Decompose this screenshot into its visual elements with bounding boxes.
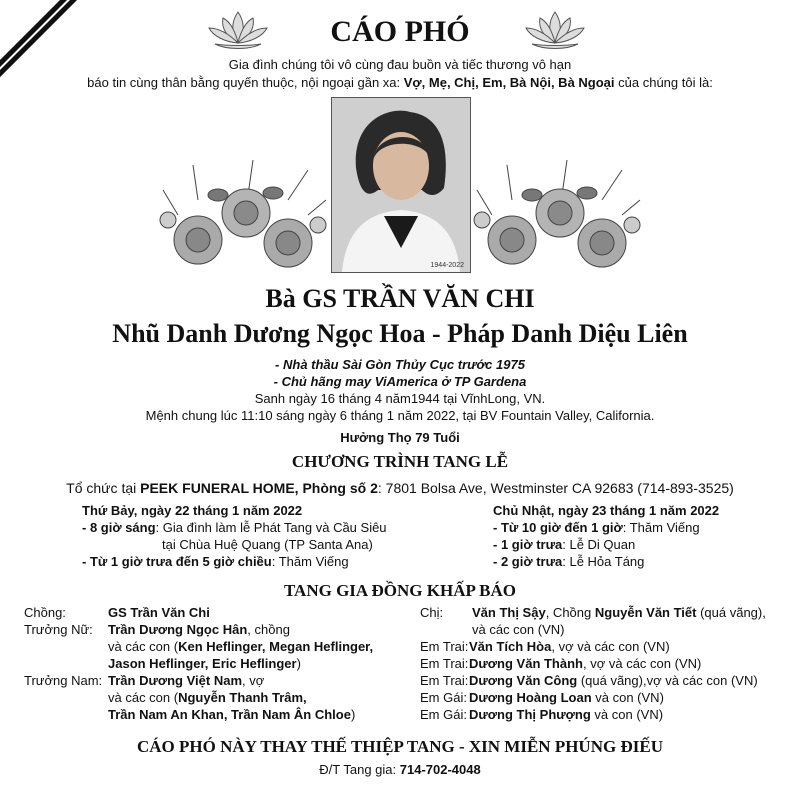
flowers-left-icon xyxy=(158,155,328,270)
program-heading: CHƯƠNG TRÌNH TANG LỄ xyxy=(291,452,509,471)
photo-caption: 1944-2022 xyxy=(430,262,464,269)
family-member: Dương Văn Công (quá vãng),vợ và các con (VN) xyxy=(469,673,758,688)
family-role: Chồng: xyxy=(24,605,66,620)
family-member: Văn Thị Sậy, Chồng Nguyễn Văn Tiết (quá vãng), xyxy=(472,605,766,620)
family-member: Trần Dương Ngọc Hân, chồng xyxy=(108,622,290,637)
family-member: và các con (Ken Heflinger, Megan Heflinger, xyxy=(108,639,374,654)
portrait-photo xyxy=(331,97,471,273)
family-member: GS Trần Văn Chi xyxy=(108,605,210,620)
contact-info: Đ/T Tang gia: 714-702-4048 xyxy=(319,762,481,777)
family-member: Văn Tích Hòa, vợ và các con (VN) xyxy=(469,639,670,654)
day2-item: - 2 giờ trưa: Lễ Hỏa Táng xyxy=(493,554,645,569)
day2-item: - 1 giờ trưa: Lễ Di Quan xyxy=(493,537,636,552)
day1-date: Thứ Bảy, ngày 22 tháng 1 năm 2022 xyxy=(82,503,303,518)
deceased-name: Bà GS TRẦN VĂN CHI xyxy=(265,284,535,313)
deceased-aliases: Nhũ Danh Dương Ngọc Hoa - Pháp Danh Diệu Liên xyxy=(112,319,688,348)
family-member: Trần Dương Việt Nam, vợ xyxy=(108,673,265,688)
birth-info: Sanh ngày 16 tháng 4 năm1944 tại VĩnhLong, VN. xyxy=(254,391,546,406)
death-info: Mệnh chung lúc 11:10 sáng ngày 6 tháng 1 năm 2022, tại BV Fountain Valley, California. xyxy=(145,408,655,423)
day2-date: Chủ Nhật, ngày 23 tháng 1 năm 2022 xyxy=(493,503,720,518)
career-note-2: - Chủ hãng may ViAmerica ở TP Gardena xyxy=(273,374,527,389)
family-role: Trưởng Nữ: xyxy=(24,622,93,637)
family-role: Em Trai: xyxy=(420,656,469,671)
family-role: Em Gái: xyxy=(420,707,467,722)
day1-item: - 8 giờ sáng: Gia đình làm lễ Phát Tang và Cầu Siêu xyxy=(82,520,387,535)
page-title: CÁO PHÓ xyxy=(330,15,470,48)
day2-item: - Từ 10 giờ đến 1 giờ: Thăm Viếng xyxy=(493,520,700,535)
family-heading: TANG GIA ĐỒNG KHẤP BÁO xyxy=(283,581,517,600)
career-note-1: - Nhà thầu Sài Gòn Thủy Cục trước 1975 xyxy=(275,357,525,372)
day1-item: tại Chùa Huệ Quang (TP Santa Ana) xyxy=(162,537,373,552)
footer-notice: CÁO PHÓ NÀY THAY THẾ THIỆP TANG - XIN MIỄN PHÚNG ĐIẾU xyxy=(137,737,663,756)
family-member: Dương Hoàng Loan và con (VN) xyxy=(469,690,664,705)
age-info: Hưởng Thọ 79 Tuổi xyxy=(340,430,460,445)
family-role: Em Trai: xyxy=(420,673,469,688)
family-member: Trần Nam An Khan, Trần Nam Ân Chloe) xyxy=(108,707,356,722)
family-role: Trưởng Nam: xyxy=(24,673,103,688)
day1-item: - Từ 1 giờ trưa đến 5 giờ chiều: Thăm Viếng xyxy=(82,554,349,569)
intro-line-1: Gia đình chúng tôi vô cùng đau buồn và tiếc thương vô hạn xyxy=(228,57,572,72)
funeral-location: Tổ chức tại PEEK FUNERAL HOME, Phòng số 2: 7801 Bolsa Ave, Westminster CA 92683 (714-893-3525) xyxy=(66,480,734,496)
family-member: và các con (VN) xyxy=(472,622,565,637)
family-member: Jason Heflinger, Eric Heflinger) xyxy=(108,656,301,671)
family-role: Em Gái: xyxy=(420,690,467,705)
family-role: Chị: xyxy=(420,605,444,620)
family-role: Em Trai: xyxy=(420,639,469,654)
family-member: Dương Văn Thành, vợ và các con (VN) xyxy=(469,656,702,671)
family-member: và các con (Nguyễn Thanh Trâm, xyxy=(108,690,307,705)
intro-line-2: báo tin cùng thân bằng quyến thuộc, nội ngoại gần xa: Vợ, Mẹ, Chị, Em, Bà Nội, Bà Ngoại của chúng tôi là: xyxy=(87,75,713,90)
family-member: Dương Thị Phượng và con (VN) xyxy=(469,707,664,722)
flowers-right-icon xyxy=(472,155,642,270)
